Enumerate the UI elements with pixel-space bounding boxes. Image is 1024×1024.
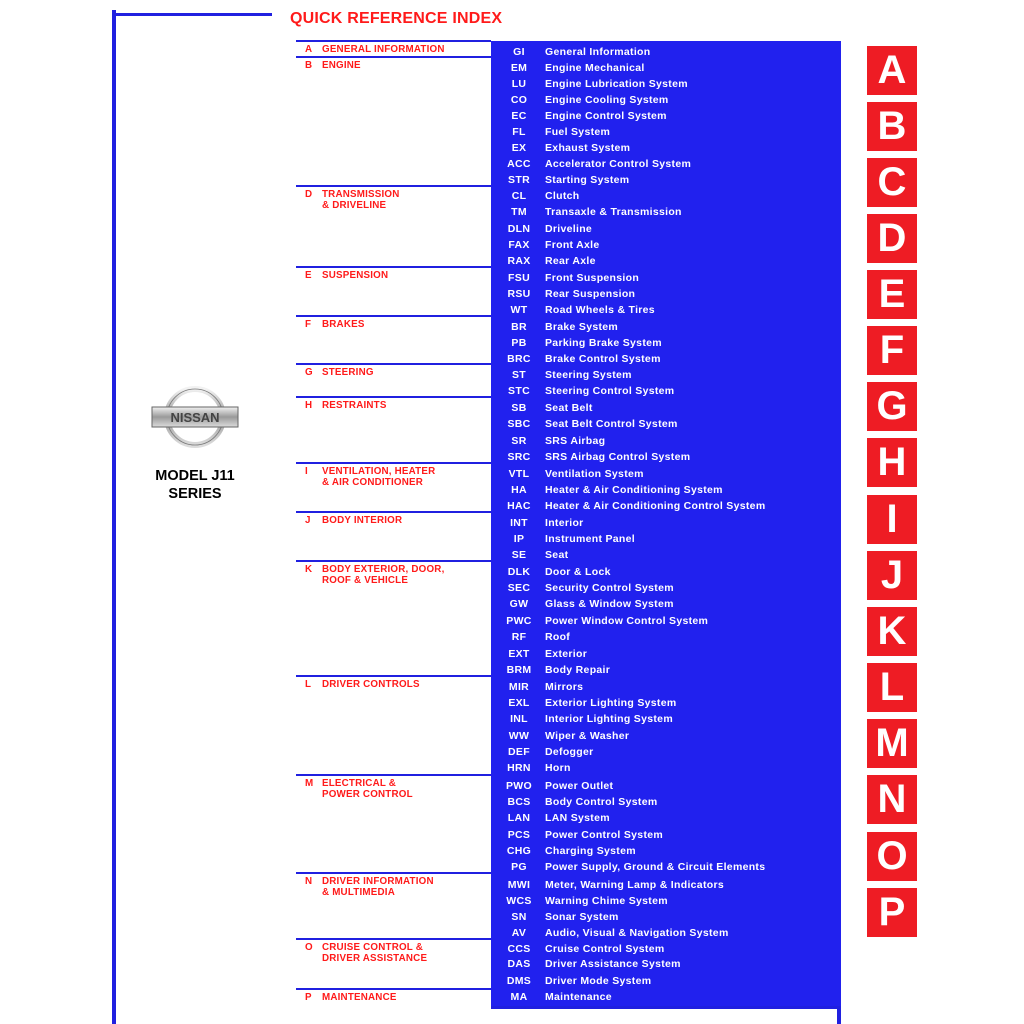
section-title: Interior Lighting System: [545, 713, 673, 725]
group-title: ENGINE: [322, 60, 361, 71]
section-code: IP: [513, 533, 525, 545]
code-row-hac[interactable]: [491, 498, 841, 514]
section-title: Security Control System: [545, 582, 674, 594]
code-row-gi[interactable]: [491, 44, 841, 60]
group-j[interactable]: [296, 511, 491, 526]
section-title: Power Outlet: [545, 780, 614, 792]
group-a[interactable]: [296, 40, 491, 55]
section-title: Heater & Air Conditioning Control System: [545, 500, 766, 512]
code-row-inl[interactable]: [491, 711, 841, 727]
frame-bottom-line: [491, 1006, 841, 1009]
section-code: LAN: [507, 812, 531, 824]
group-title: TRANSMISSION: [322, 189, 400, 200]
section-title: Wiper & Washer: [545, 730, 630, 742]
group-label: [296, 876, 491, 898]
section-title: Horn: [545, 762, 571, 774]
logo-wordmark: NISSAN: [170, 410, 220, 425]
section-title: Defogger: [545, 746, 594, 758]
section-title: Rear Axle: [545, 255, 596, 267]
section-code: CHG: [506, 845, 532, 857]
code-row-gw[interactable]: [491, 596, 841, 612]
section-title: Maintenance: [545, 991, 612, 1003]
section-title: Engine Cooling System: [545, 94, 669, 106]
frame-right-line: [837, 1008, 841, 1024]
code-row-hrn[interactable]: [491, 760, 841, 776]
code-row-fl[interactable]: [491, 124, 841, 140]
section-code: HAC: [507, 500, 531, 512]
code-row-vtl[interactable]: [491, 466, 841, 482]
code-row-sr[interactable]: [491, 433, 841, 449]
group-label: [296, 367, 491, 378]
code-row-ext[interactable]: [491, 646, 841, 662]
group-letter: H: [305, 400, 313, 411]
section-title: Seat Belt Control System: [545, 418, 678, 430]
group-label: [296, 44, 491, 55]
code-row-co[interactable]: [491, 92, 841, 108]
code-row-sbc[interactable]: [491, 416, 841, 432]
code-row-pcs[interactable]: [491, 827, 841, 843]
group-d[interactable]: [296, 185, 491, 211]
section-code: ST: [511, 369, 527, 381]
section-code: FSU: [508, 272, 530, 284]
group-label: [296, 466, 491, 488]
tab-i[interactable]: I: [867, 495, 917, 544]
group-title: STEERING: [322, 367, 374, 378]
section-code: DLN: [507, 223, 531, 235]
code-row-pwc[interactable]: [491, 613, 841, 629]
code-row-bcs[interactable]: [491, 794, 841, 810]
code-row-em[interactable]: [491, 60, 841, 76]
section-title: Seat: [545, 549, 569, 561]
tab-n[interactable]: N: [867, 775, 917, 824]
group-title: RESTRAINTS: [322, 400, 387, 411]
group-label: [296, 515, 491, 526]
section-title: SRS Airbag: [545, 435, 606, 447]
group-f[interactable]: [296, 315, 491, 330]
section-title: Road Wheels & Tires: [545, 304, 655, 316]
code-row-ma[interactable]: [491, 989, 841, 1005]
section-title: Sonar System: [545, 911, 619, 923]
group-letter: J: [305, 515, 311, 526]
code-row-ip[interactable]: [491, 531, 841, 547]
section-title: Interior: [545, 517, 584, 529]
code-row-se[interactable]: [491, 547, 841, 563]
group-label: [296, 60, 491, 71]
section-code: EM: [510, 62, 528, 74]
section-code: BRM: [506, 664, 532, 676]
section-title: Glass & Window System: [545, 598, 674, 610]
section-code: FAX: [508, 239, 530, 251]
code-row-acc[interactable]: [491, 156, 841, 172]
section-code: BR: [511, 321, 527, 333]
tab-p[interactable]: P: [867, 888, 917, 937]
section-title: Driveline: [545, 223, 593, 235]
section-code: WT: [510, 304, 528, 316]
code-row-ec[interactable]: [491, 108, 841, 124]
page-title: QUICK REFERENCE INDEX: [290, 10, 503, 27]
section-code: PCS: [507, 829, 531, 841]
tab-k[interactable]: K: [867, 607, 917, 656]
section-code: VTL: [508, 468, 530, 480]
section-title: Clutch: [545, 190, 580, 202]
tab-j[interactable]: J: [867, 551, 917, 600]
group-title: GENERAL INFORMATION: [322, 44, 445, 55]
group-m[interactable]: [296, 774, 491, 800]
section-title: Engine Lubrication System: [545, 78, 688, 90]
section-title: General Information: [545, 46, 651, 58]
section-code: SRC: [507, 451, 531, 463]
section-title: Engine Mechanical: [545, 62, 645, 74]
section-code: SEC: [507, 582, 531, 594]
code-row-ha[interactable]: [491, 482, 841, 498]
section-title: Rear Suspension: [545, 288, 636, 300]
tab-l[interactable]: L: [867, 663, 917, 712]
code-row-fsu[interactable]: [491, 270, 841, 286]
nissan-logo: [150, 385, 240, 449]
section-title: SRS Airbag Control System: [545, 451, 691, 463]
group-title: BODY EXTERIOR, DOOR,: [322, 564, 445, 575]
section-title: Brake Control System: [545, 353, 661, 365]
section-title: Driver Mode System: [545, 975, 652, 987]
group-h[interactable]: [296, 396, 491, 411]
section-code: DLK: [507, 566, 531, 578]
code-row-chg[interactable]: [491, 843, 841, 859]
tab-h[interactable]: H: [867, 438, 917, 487]
section-code: STC: [508, 385, 530, 397]
group-letter: F: [305, 319, 312, 330]
group-title: BODY INTERIOR: [322, 515, 403, 526]
section-code: INT: [510, 517, 528, 529]
section-code: MA: [510, 991, 528, 1003]
tab-m[interactable]: M: [867, 719, 917, 768]
code-row-stc[interactable]: [491, 383, 841, 399]
section-title: Parking Brake System: [545, 337, 662, 349]
section-code: PWC: [506, 615, 532, 627]
section-title: Charging System: [545, 845, 636, 857]
code-row-dln[interactable]: [491, 221, 841, 237]
code-row-mir[interactable]: [491, 679, 841, 695]
group-letter: A: [305, 44, 313, 55]
group-label: [296, 400, 491, 411]
section-code: EC: [511, 110, 527, 122]
code-row-exl[interactable]: [491, 695, 841, 711]
group-g[interactable]: [296, 363, 491, 378]
group-title-cont: & MULTIMEDIA: [322, 887, 395, 898]
section-title: Transaxle & Transmission: [545, 206, 682, 218]
group-letter: B: [305, 60, 313, 71]
section-code: MWI: [507, 879, 531, 891]
section-title: Instrument Panel: [545, 533, 635, 545]
section-title: Engine Control System: [545, 110, 667, 122]
model-label: [130, 467, 260, 503]
code-row-fax[interactable]: [491, 237, 841, 253]
group-label: [296, 270, 491, 281]
group-e[interactable]: [296, 266, 491, 281]
section-code: GI: [513, 46, 525, 58]
section-code: EXL: [508, 697, 530, 709]
code-row-rsu[interactable]: [491, 286, 841, 302]
section-code: TM: [511, 206, 527, 218]
code-row-lu[interactable]: [491, 76, 841, 92]
code-row-wcs[interactable]: [491, 893, 841, 909]
code-row-pb[interactable]: [491, 335, 841, 351]
section-title: Front Suspension: [545, 272, 640, 284]
code-row-ccs[interactable]: [491, 941, 841, 957]
code-row-dlk[interactable]: [491, 564, 841, 580]
group-title: SUSPENSION: [322, 270, 389, 281]
section-code: BCS: [507, 796, 531, 808]
code-row-int[interactable]: [491, 515, 841, 531]
section-code: MIR: [508, 681, 530, 693]
code-row-pg[interactable]: [491, 859, 841, 875]
section-code: HRN: [507, 762, 531, 774]
section-code: BRC: [507, 353, 531, 365]
group-label: [296, 992, 491, 1003]
section-title: Body Repair: [545, 664, 611, 676]
group-label: [296, 564, 491, 586]
section-code: DMS: [506, 975, 532, 987]
section-code: SB: [511, 402, 527, 414]
section-code: WCS: [506, 895, 532, 907]
group-title: VENTILATION, HEATER: [322, 466, 436, 477]
section-title: Door & Lock: [545, 566, 611, 578]
tab-g[interactable]: G: [867, 382, 917, 431]
section-title: Power Control System: [545, 829, 664, 841]
group-letter: D: [305, 189, 313, 200]
section-title: Meter, Warning Lamp & Indicators: [545, 879, 724, 891]
group-n[interactable]: [296, 872, 491, 898]
section-code: PG: [511, 861, 527, 873]
code-row-sb[interactable]: [491, 400, 841, 416]
tab-d[interactable]: D: [867, 214, 917, 263]
section-code: AV: [511, 927, 527, 939]
section-title: Front Axle: [545, 239, 600, 251]
section-code: INL: [510, 713, 528, 725]
section-code: DEF: [508, 746, 530, 758]
section-title: Warning Chime System: [545, 895, 668, 907]
section-title: LAN System: [545, 812, 610, 824]
section-title: Roof: [545, 631, 571, 643]
section-title: Exterior Lighting System: [545, 697, 677, 709]
frame-top-line: [112, 13, 272, 16]
section-code: RF: [511, 631, 527, 643]
section-title: Power Supply, Ground & Circuit Elements: [545, 861, 766, 873]
section-code: DAS: [507, 958, 531, 970]
group-l[interactable]: [296, 675, 491, 690]
section-title: Power Window Control System: [545, 615, 709, 627]
group-k[interactable]: [296, 560, 491, 586]
group-title: MAINTENANCE: [322, 992, 397, 1003]
section-title: Driver Assistance System: [545, 958, 681, 970]
code-row-rf[interactable]: [491, 629, 841, 645]
model-line-1: MODEL J11: [155, 468, 235, 484]
code-row-br[interactable]: [491, 319, 841, 335]
section-title: Exterior: [545, 648, 588, 660]
section-code: RSU: [507, 288, 531, 300]
tab-f[interactable]: F: [867, 326, 917, 375]
section-code: RAX: [507, 255, 531, 267]
group-label: [296, 778, 491, 800]
section-code: HA: [511, 484, 527, 496]
group-title-cont: POWER CONTROL: [322, 789, 413, 800]
frame-left-line: [112, 10, 116, 1024]
group-label: [296, 319, 491, 330]
group-letter: O: [305, 942, 313, 953]
section-title: Heater & Air Conditioning System: [545, 484, 723, 496]
group-letter: N: [305, 876, 313, 887]
group-letter: P: [305, 992, 312, 1003]
section-title: Exhaust System: [545, 142, 631, 154]
group-letter: G: [305, 367, 313, 378]
section-code: ACC: [507, 158, 531, 170]
code-row-src[interactable]: [491, 449, 841, 465]
section-code: FL: [512, 126, 526, 138]
section-title: Seat Belt: [545, 402, 593, 414]
section-code: GW: [509, 598, 529, 610]
section-title: Audio, Visual & Navigation System: [545, 927, 729, 939]
code-row-cl[interactable]: [491, 188, 841, 204]
tab-a[interactable]: A: [867, 46, 917, 95]
group-title-cont: & DRIVELINE: [322, 200, 387, 211]
code-row-das[interactable]: [491, 956, 841, 972]
group-title-cont: DRIVER ASSISTANCE: [322, 953, 428, 964]
code-row-ex[interactable]: [491, 140, 841, 156]
group-title: BRAKES: [322, 319, 365, 330]
code-row-st[interactable]: [491, 367, 841, 383]
group-label: [296, 942, 491, 964]
code-row-sec[interactable]: [491, 580, 841, 596]
section-title: Ventilation System: [545, 468, 644, 480]
section-code: EXT: [508, 648, 530, 660]
section-title: Body Control System: [545, 796, 658, 808]
group-letter: K: [305, 564, 313, 575]
section-title: Starting System: [545, 174, 630, 186]
section-code: CL: [511, 190, 527, 202]
group-label: [296, 679, 491, 690]
group-title-cont: ROOF & VEHICLE: [322, 575, 409, 586]
section-code: SBC: [507, 418, 531, 430]
code-row-ww[interactable]: [491, 728, 841, 744]
code-row-brc[interactable]: [491, 351, 841, 367]
section-code: SN: [511, 911, 527, 923]
code-row-pwo[interactable]: [491, 778, 841, 794]
section-code: LU: [511, 78, 527, 90]
tab-e[interactable]: E: [867, 270, 917, 319]
section-code: STR: [508, 174, 530, 186]
group-letter: L: [305, 679, 312, 690]
group-i[interactable]: [296, 462, 491, 488]
section-code: SR: [511, 435, 527, 447]
group-title: DRIVER CONTROLS: [322, 679, 420, 690]
code-row-sn[interactable]: [491, 909, 841, 925]
section-code: PB: [511, 337, 527, 349]
code-row-brm[interactable]: [491, 662, 841, 678]
group-title: CRUISE CONTROL &: [322, 942, 423, 953]
group-b[interactable]: [296, 56, 491, 71]
section-code: EX: [511, 142, 527, 154]
group-title: ELECTRICAL &: [322, 778, 397, 789]
group-label: [296, 189, 491, 211]
section-code: CCS: [507, 943, 531, 955]
group-title-cont: & AIR CONDITIONER: [322, 477, 424, 488]
section-code: SE: [511, 549, 527, 561]
model-line-2: SERIES: [168, 486, 222, 502]
code-row-str[interactable]: [491, 172, 841, 188]
section-title: Accelerator Control System: [545, 158, 692, 170]
code-row-def[interactable]: [491, 744, 841, 760]
section-title: Steering System: [545, 369, 632, 381]
tab-o[interactable]: O: [867, 832, 917, 881]
section-title: Steering Control System: [545, 385, 675, 397]
tab-b[interactable]: B: [867, 102, 917, 151]
section-title: Brake System: [545, 321, 619, 333]
group-letter: E: [305, 270, 312, 281]
code-row-wt[interactable]: [491, 302, 841, 318]
section-code: CO: [510, 94, 528, 106]
code-row-av[interactable]: [491, 925, 841, 941]
section-title: Mirrors: [545, 681, 584, 693]
group-title: DRIVER INFORMATION: [322, 876, 434, 887]
code-row-rax[interactable]: [491, 253, 841, 269]
tab-c[interactable]: C: [867, 158, 917, 207]
code-row-lan[interactable]: [491, 810, 841, 826]
section-title: Fuel System: [545, 126, 611, 138]
section-code: WW: [508, 730, 530, 742]
code-row-dms[interactable]: [491, 973, 841, 989]
group-letter: M: [305, 778, 314, 789]
group-p[interactable]: [296, 988, 491, 1003]
group-letter: I: [305, 466, 308, 477]
code-row-tm[interactable]: [491, 204, 841, 220]
section-code: PWO: [506, 780, 532, 792]
group-o[interactable]: [296, 938, 491, 964]
code-row-mwi[interactable]: [491, 877, 841, 893]
section-title: Cruise Control System: [545, 943, 665, 955]
